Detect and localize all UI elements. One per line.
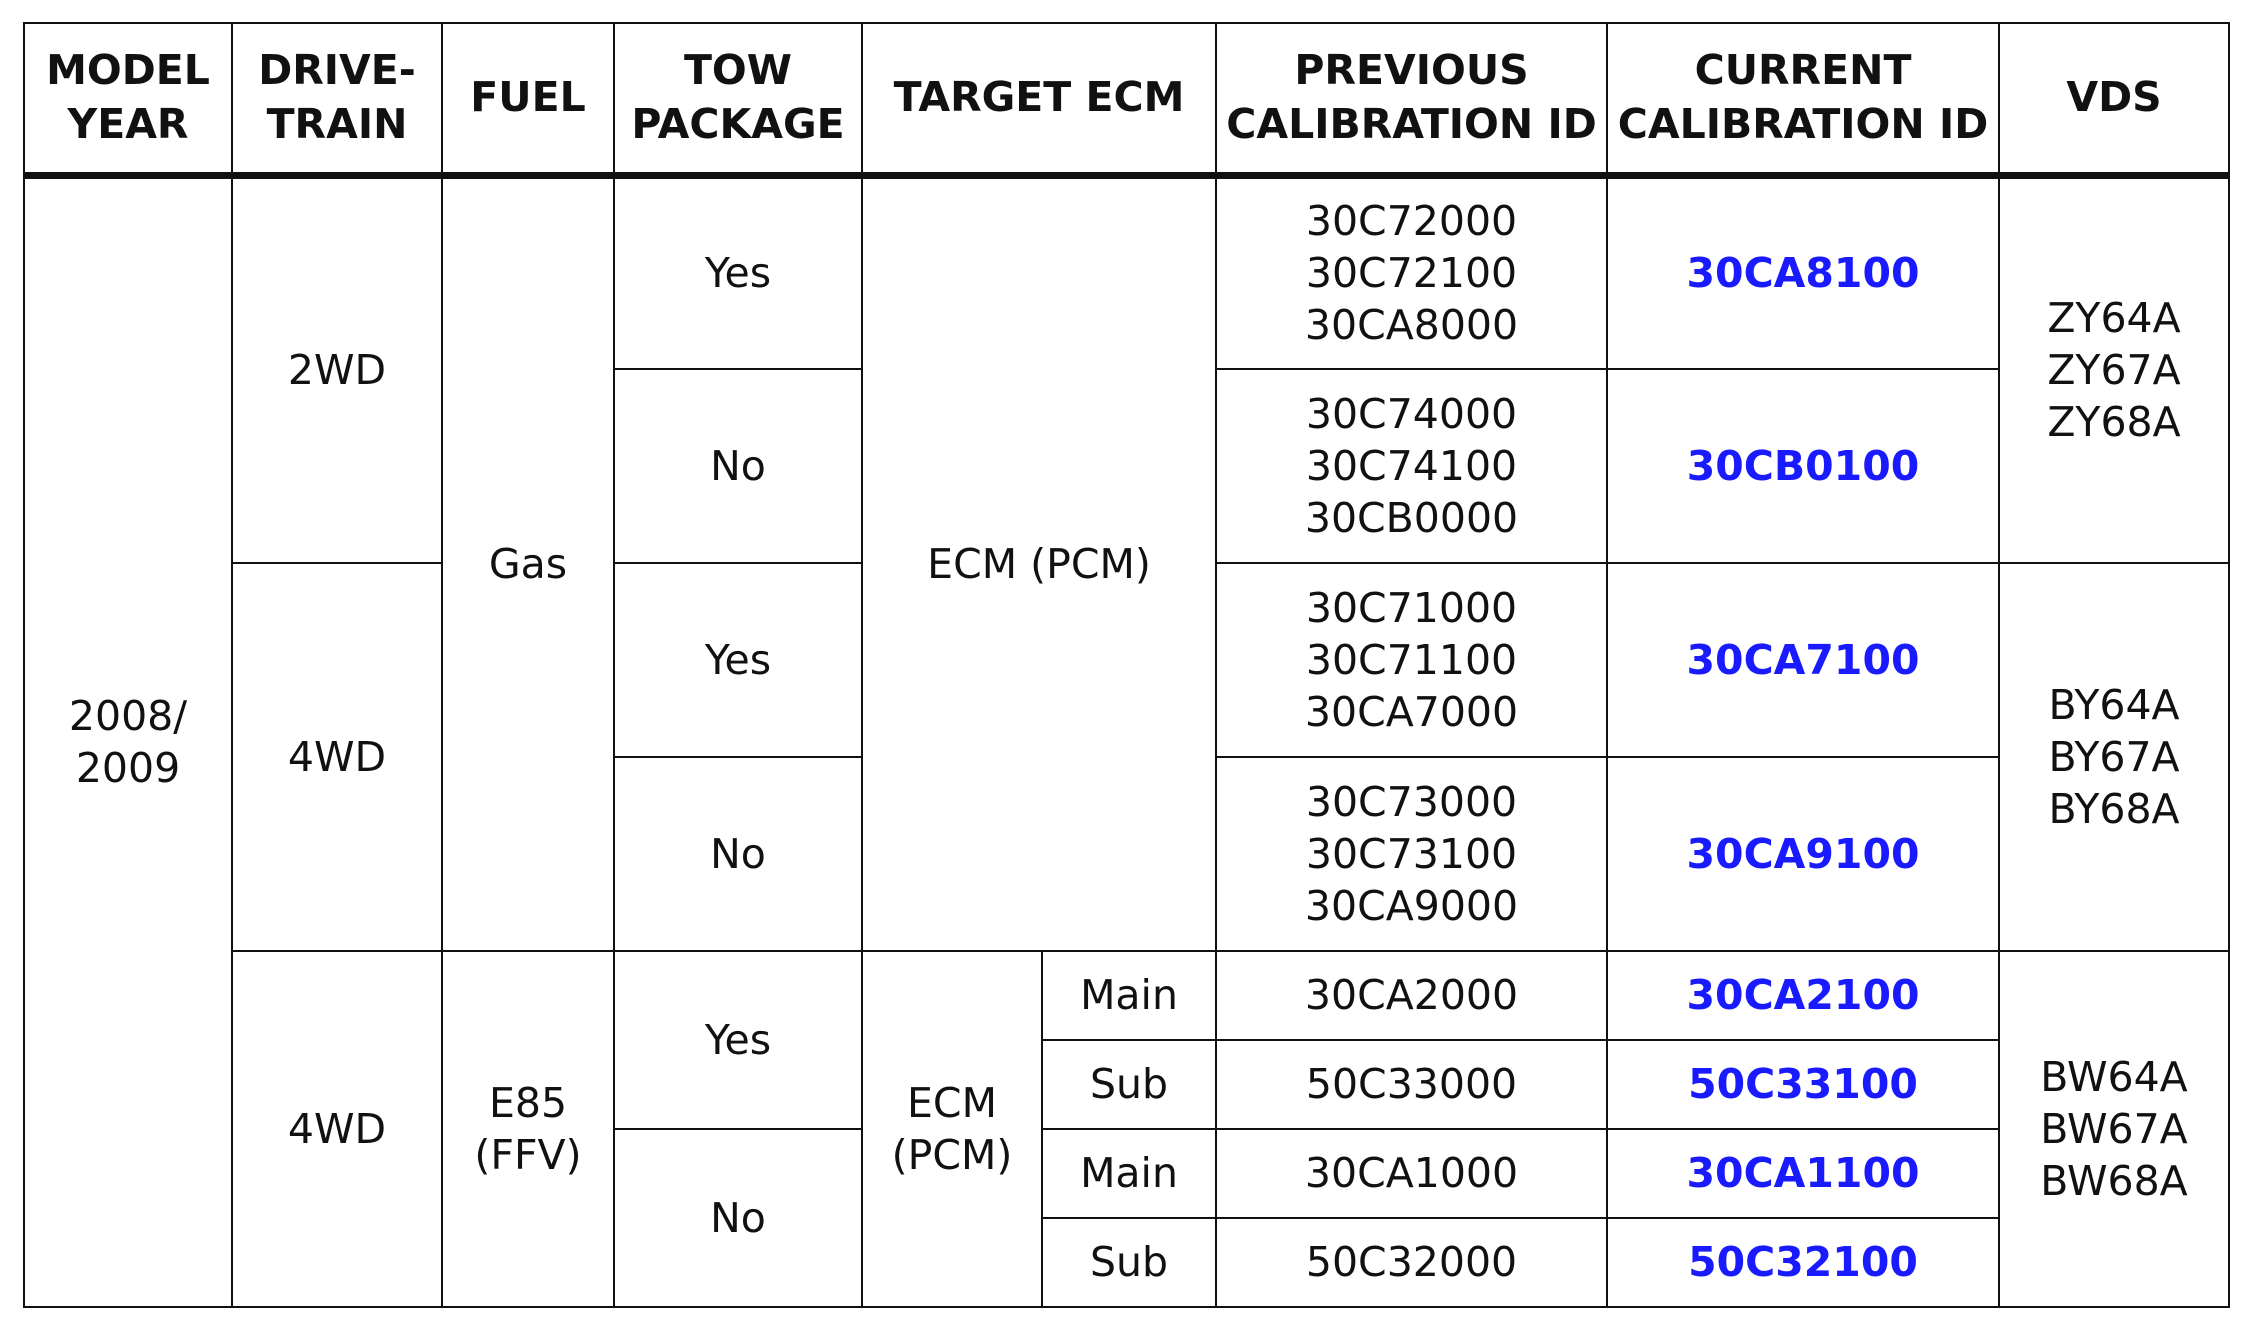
header-fuel: FUEL <box>442 23 614 175</box>
tow-package-cell: Yes <box>614 563 862 757</box>
header-previous-calibration-id: PREVIOUS CALIBRATION ID <box>1216 23 1607 175</box>
tow-package-cell: Yes <box>614 175 862 369</box>
table-row <box>24 175 2229 369</box>
table-row <box>24 951 2229 1040</box>
tow-package-cell: No <box>614 757 862 951</box>
previous-calibration-cell: 30CA2000 <box>1216 951 1607 1040</box>
module-cell: Sub <box>1042 1040 1216 1129</box>
current-calibration-cell: 30CA9100 <box>1607 757 1999 951</box>
current-calibration-cell: 50C33100 <box>1607 1040 1999 1129</box>
header-vds: VDS <box>1999 23 2229 175</box>
previous-calibration-cell: 50C33000 <box>1216 1040 1607 1129</box>
module-cell: Main <box>1042 1129 1216 1218</box>
target-ecm-cell: ECM (PCM) <box>862 951 1042 1307</box>
current-calibration-cell: 30CA2100 <box>1607 951 1999 1040</box>
previous-calibration-cell: 30C72000 30C72100 30CA8000 <box>1216 175 1607 369</box>
calibration-table <box>23 22 2230 1308</box>
drivetrain-cell: 4WD <box>232 951 442 1307</box>
previous-calibration-cell: 30C73000 30C73100 30CA9000 <box>1216 757 1607 951</box>
fuel-cell: E85 (FFV) <box>442 951 614 1307</box>
module-cell: Main <box>1042 951 1216 1040</box>
current-calibration-cell: 30CA1100 <box>1607 1129 1999 1218</box>
tow-package-cell: Yes <box>614 951 862 1129</box>
header-drivetrain: DRIVE- TRAIN <box>232 23 442 175</box>
tow-package-cell: No <box>614 1129 862 1307</box>
vds-cell: ZY64A ZY67A ZY68A <box>1999 175 2229 563</box>
current-calibration-cell: 30CB0100 <box>1607 369 1999 563</box>
previous-calibration-cell: 30C74000 30C74100 30CB0000 <box>1216 369 1607 563</box>
vds-cell: BY64A BY67A BY68A <box>1999 563 2229 951</box>
header-model-year: MODEL YEAR <box>24 23 232 175</box>
previous-calibration-cell: 50C32000 <box>1216 1218 1607 1307</box>
vds-cell: BW64A BW67A BW68A <box>1999 951 2229 1307</box>
fuel-cell: Gas <box>442 175 614 951</box>
tow-package-cell: No <box>614 369 862 563</box>
current-calibration-cell: 30CA7100 <box>1607 563 1999 757</box>
header-tow-package: TOW PACKAGE <box>614 23 862 175</box>
module-cell: Sub <box>1042 1218 1216 1307</box>
header-target-ecm: TARGET ECM <box>862 23 1216 175</box>
header-current-calibration-id: CURRENT CALIBRATION ID <box>1607 23 1999 175</box>
drivetrain-cell: 4WD <box>232 563 442 951</box>
target-ecm-cell: ECM (PCM) <box>862 175 1216 951</box>
previous-calibration-cell: 30C71000 30C71100 30CA7000 <box>1216 563 1607 757</box>
model-year-cell: 2008/ 2009 <box>24 175 232 1307</box>
current-calibration-cell: 30CA8100 <box>1607 175 1999 369</box>
current-calibration-cell: 50C32100 <box>1607 1218 1999 1307</box>
header-row <box>24 23 2229 175</box>
previous-calibration-cell: 30CA1000 <box>1216 1129 1607 1218</box>
drivetrain-cell: 2WD <box>232 175 442 563</box>
